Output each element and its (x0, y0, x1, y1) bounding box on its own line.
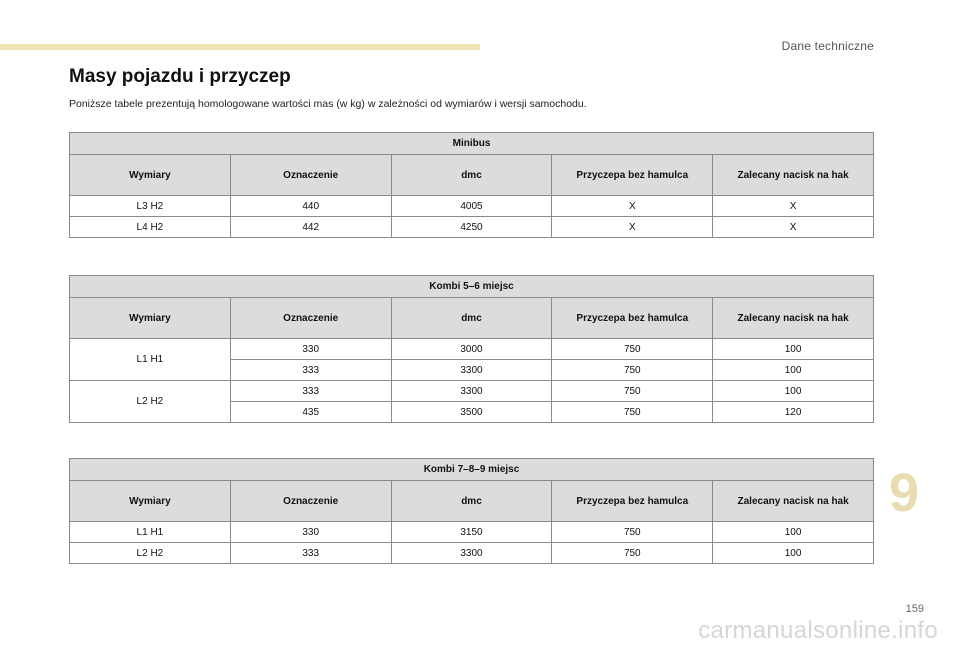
table-cell: 3300 (391, 381, 552, 402)
mass-table-minibus (69, 132, 874, 238)
column-header: Przyczepa bez hamulca (552, 155, 713, 196)
table-row (70, 339, 874, 360)
table-cell: 100 (713, 543, 874, 564)
table-caption: Minibus (70, 133, 874, 155)
table-cell: 330 (230, 339, 391, 360)
table-cell: 750 (552, 339, 713, 360)
table-cell: 4005 (391, 196, 552, 217)
table-cell: 120 (713, 402, 874, 423)
table-cell: X (713, 217, 874, 238)
mass-table-kombi-5-6 (69, 275, 874, 423)
column-header: dmc (391, 298, 552, 339)
table-cell: 333 (230, 381, 391, 402)
column-header: Zalecany nacisk na hak (713, 298, 874, 339)
page-title: Masy pojazdu i przyczep (69, 66, 291, 87)
table-cell: L4 H2 (70, 217, 231, 238)
table-cell: 100 (713, 339, 874, 360)
intro-text: Poniższe tabele prezentują homologowane wartości mas (w kg) w zależności od wymiarów i wersji samochodu. (69, 98, 587, 110)
table-cell: 4250 (391, 217, 552, 238)
column-header: dmc (391, 481, 552, 522)
column-header: Zalecany nacisk na hak (713, 155, 874, 196)
table-cell: 750 (552, 522, 713, 543)
table-cell: 333 (230, 360, 391, 381)
table-cell: 750 (552, 543, 713, 564)
table-cell-dimension: L1 H1 (70, 339, 231, 381)
table-cell: X (713, 196, 874, 217)
table-row (70, 217, 874, 238)
column-header: Wymiary (70, 298, 231, 339)
table-cell: 333 (230, 543, 391, 564)
table-cell: 330 (230, 522, 391, 543)
table-cell: 3150 (391, 522, 552, 543)
table-row (70, 196, 874, 217)
watermark: carmanualsonline.info (698, 617, 938, 644)
table-cell: 3300 (391, 543, 552, 564)
column-header: Oznaczenie (230, 155, 391, 196)
column-header: Wymiary (70, 155, 231, 196)
column-header: Zalecany nacisk na hak (713, 481, 874, 522)
section-title: Dane techniczne (781, 39, 874, 53)
table-cell: L2 H2 (70, 543, 231, 564)
table-cell: L3 H2 (70, 196, 231, 217)
table-row (70, 381, 874, 402)
table-cell: 435 (230, 402, 391, 423)
header-accent-bar (0, 44, 480, 50)
table-cell: 100 (713, 522, 874, 543)
table-cell-dimension: L2 H2 (70, 381, 231, 423)
column-header: Wymiary (70, 481, 231, 522)
table-cell: 750 (552, 402, 713, 423)
page-number: 159 (905, 603, 924, 615)
table-cell: 3500 (391, 402, 552, 423)
table-cell: 750 (552, 381, 713, 402)
column-header: dmc (391, 155, 552, 196)
table-cell: 440 (230, 196, 391, 217)
table-caption: Kombi 7–8–9 miejsc (70, 459, 874, 481)
table-row (70, 522, 874, 543)
table-row (70, 543, 874, 564)
table-cell: 3300 (391, 360, 552, 381)
column-header: Oznaczenie (230, 298, 391, 339)
column-header: Przyczepa bez hamulca (552, 481, 713, 522)
table-cell: 3000 (391, 339, 552, 360)
table-caption: Kombi 5–6 miejsc (70, 276, 874, 298)
table-cell: 442 (230, 217, 391, 238)
column-header: Przyczepa bez hamulca (552, 298, 713, 339)
chapter-number: 9 (889, 463, 920, 523)
mass-table-kombi-7-8-9 (69, 458, 874, 564)
table-cell: X (552, 196, 713, 217)
column-header: Oznaczenie (230, 481, 391, 522)
table-cell: X (552, 217, 713, 238)
table-cell: 100 (713, 381, 874, 402)
table-cell: 100 (713, 360, 874, 381)
table-cell: L1 H1 (70, 522, 231, 543)
table-cell: 750 (552, 360, 713, 381)
